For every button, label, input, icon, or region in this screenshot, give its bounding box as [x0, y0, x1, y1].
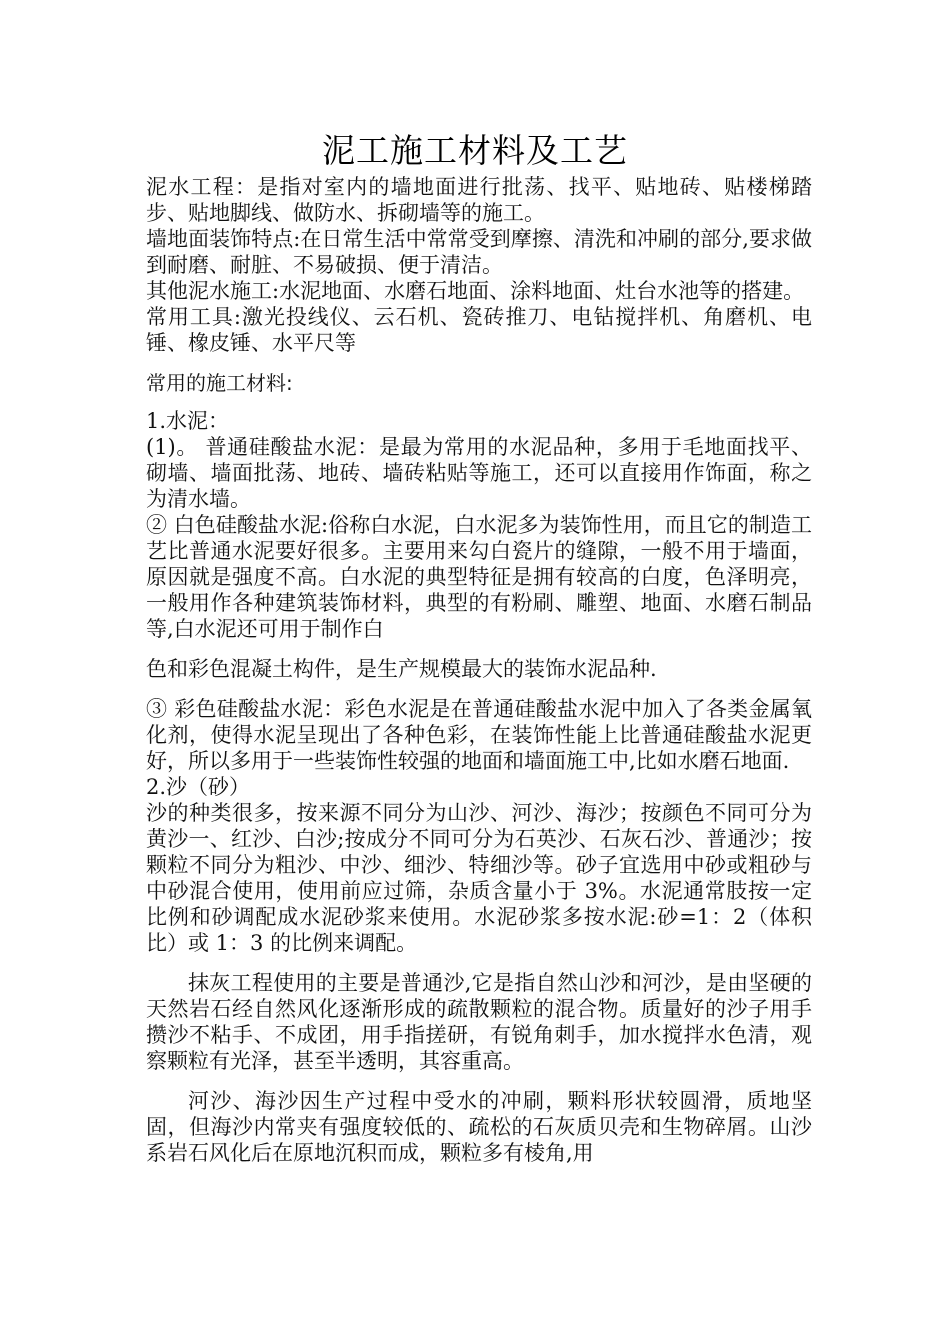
paragraph-river-sea-sand: 河沙、海沙因生产过程中受水的冲刷，颗料形状较圆滑，质地坚固，但海沙内常夹有强度较低的、疏松的石灰质贝壳和生物碎屑。山沙系岩石风化后在原地沉积而成，颗粒多有棱角,用 — [146, 1089, 812, 1165]
paragraph-white-cement: ② 白色硅酸盐水泥:俗称白水泥，白水泥多为装饰性用，而且它的制造工艺比普通水泥要好很多。主要用来勾白瓷片的缝隙，一般不用于墙面，原因就是强度不高。白水泥的典型特征是拥有较高的白度，色泽明亮，一般用作各种建筑装饰材料，典型的有粉刷、雕塑、地面、水磨石制品等,白水泥还可用于制作白 — [146, 513, 812, 641]
paragraph-sand-types: 沙的种类很多，按来源不同分为山沙、河沙、海沙；按颜色不同可分为黄沙一、红沙、白沙;按成分不同可分为石英沙、石灰石沙、普通沙；按颗粒不同分为粗沙、中沙、细沙、特细沙等。砂子宜选用中砂或粗砂与中砂混合使用，使用前应过筛，杂质含量小于 3%。水泥通常肢按一定比例和砂调配成水泥砂浆来使用。水泥砂浆多按水泥:砂=1：2（体积比）或 1：3 的比例来调配。 — [146, 801, 812, 955]
paragraph-decoration-features: 墙地面装饰特点:在日常生活中常常受到摩擦、清洗和冲刷的部分,要求做到耐磨、耐脏、不易破损、便于清洁。 — [146, 227, 812, 277]
paragraph-other-works: 其他泥水施工:水泥地面、水磨石地面、涂料地面、灶台水池等的搭建。 — [146, 279, 805, 303]
section-heading-materials: 常用的施工材料: — [146, 371, 293, 395]
paragraph-plaster-sand: 抹灰工程使用的主要是普通沙,它是指自然山沙和河沙，是由坚硬的天然岩石经自然风化逐渐形成的疏散颗粒的混合物。质量好的沙子用手攒沙不粘手、不成团，用手指搓研，有锐角刺手，加水搅拌水色清，观察颗粒有光泽，甚至半透明，其容重高。 — [146, 971, 812, 1073]
document-body — [146, 174, 812, 1166]
page-title: 泥工施工材料及工艺 — [322, 131, 628, 170]
paragraph-white-cement-continued: 色和彩色混凝土构件，是生产规模最大的装饰水泥品种. — [146, 657, 657, 681]
paragraph-definition: 泥水工程：是指对室内的墙地面进行批荡、找平、贴地砖、贴楼梯踏步、贴地脚线、做防水、拆砌墙等的施工。 — [146, 175, 812, 225]
paragraph-ordinary-cement: (1)。 普通硅酸盐水泥：是最为常用的水泥品种，多用于毛地面找平、砌墙、墙面批荡、地砖、墙砖粘贴等施工，还可以直接用作饰面，称之为清水墙。 — [146, 435, 812, 511]
paragraph-common-tools: 常用工具:激光投线仪、云石机、瓷砖推刀、电钻搅拌机、角磨机、电锤、橡皮锤、水平尺等 — [146, 305, 812, 355]
subheading-cement: 1.水泥： — [146, 409, 230, 433]
paragraph-colored-cement: ③ 彩色硅酸盐水泥：彩色水泥是在普通硅酸盐水泥中加入了各类金属氧化剂，使得水泥呈现出了各种色彩，在装饰性能上比普通硅酸盐水泥更好，所以多用于一些装饰性较强的地面和墙面施工中,比如水磨石地面. — [146, 697, 812, 773]
subheading-sand: 2.沙（砂） — [146, 775, 251, 799]
